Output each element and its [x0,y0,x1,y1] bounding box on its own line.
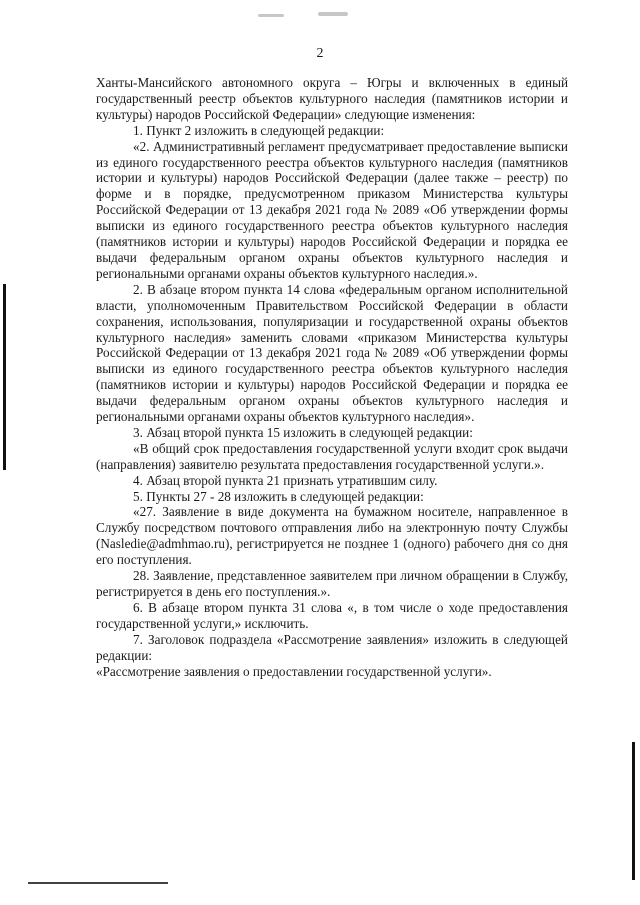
scan-speck [318,12,348,16]
paragraph-item-7-text: «Рассмотрение заявления о предоставлении государственной услуги». [96,663,492,679]
paragraph-item-5-text-28: 28. Заявление, представленное заявителем при личном обращении в Службу, регистрируется в день его поступления.». [96,568,568,599]
scan-speck [258,14,284,17]
paragraph-intro: Ханты-Мансийского автономного округа – Югры и включенных в единый государственный реестр объектов культурного наследия (памятников истории и культуры) народов Российской Федерации» следующие изменения: [96,75,568,122]
scan-edge-mark-right [632,742,635,880]
paragraph-item-5: 5. Пункты 27 - 28 изложить в следующей редакции: [133,488,424,504]
paragraph-item-1-text: «2. Административный регламент предусматривает предоставление выписки из единого государственного реестра объектов культурного наследия (памятников истории и культуры) народов Российской Федерации (далее также – реестр) по форме и в порядке, предусмотренном приказом Министерства культуры Российской Федерации от 13 декабря 2021 года № 2089 «Об утверждении формы выписки из единого государственного реестра объектов культурного наследия (памятников истории и культуры) народов Российской Федерации и порядка ее выдачи федеральным органом охраны объектов культурного наследия и региональными органами охраны объектов культурного наследия.». [96,138,568,281]
paragraph-item-4: 4. Абзац второй пункта 21 признать утратившим силу. [133,472,438,488]
paragraph-item-7: 7. Заголовок подраздела «Рассмотрение заявления» изложить в следующей редакции: [96,631,568,663]
paragraph-item-1: 1. Пункт 2 изложить в следующей редакции: [133,122,385,138]
paragraph-item-3: 3. Абзац второй пункта 15 изложить в следующей редакции: [133,424,473,440]
paragraph-item-5-text-27: «27. Заявление в виде документа на бумажном носителе, направленное в Службу посредством почтового отправления либо на электронную почту Службы (Nasledie@admhmao.ru), регистрируется не позднее 1 (одного) рабочего дня со дня его поступления. [96,504,568,568]
paragraph-item-3-text: «В общий срок предоставления государственной услуги входит срок выдачи (направления) заявителю результата предоставления государственной услуги.». [96,440,568,472]
document-body [96,75,568,679]
paragraph-item-2: 2. В абзаце втором пункта 14 слова «федеральным органом исполнительной власти, уполномоченным Правительством Российской Федерации в области сохранения, использования, популяризации и государственной охраны объектов культурного наследия» заменить словами «приказом Министерства культуры Российской Федерации от 13 декабря 2021 года № 2089 «Об утверждении формы выписки из единого государственного реестра объектов культурного наследия (памятников истории и культуры) народов Российской Федерации и порядка ее выдачи федеральным органом охраны объектов культурного наследия и региональными органами охраны объектов культурного наследия». [96,281,568,425]
scan-bottom-line [28,882,168,884]
page-number: 2 [316,46,324,61]
scan-edge-mark-left [3,284,6,470]
paragraph-item-6: 6. В абзаце втором пункта 31 слова «, в том числе о ходе предоставления государственной услуги,» исключить. [96,599,568,631]
